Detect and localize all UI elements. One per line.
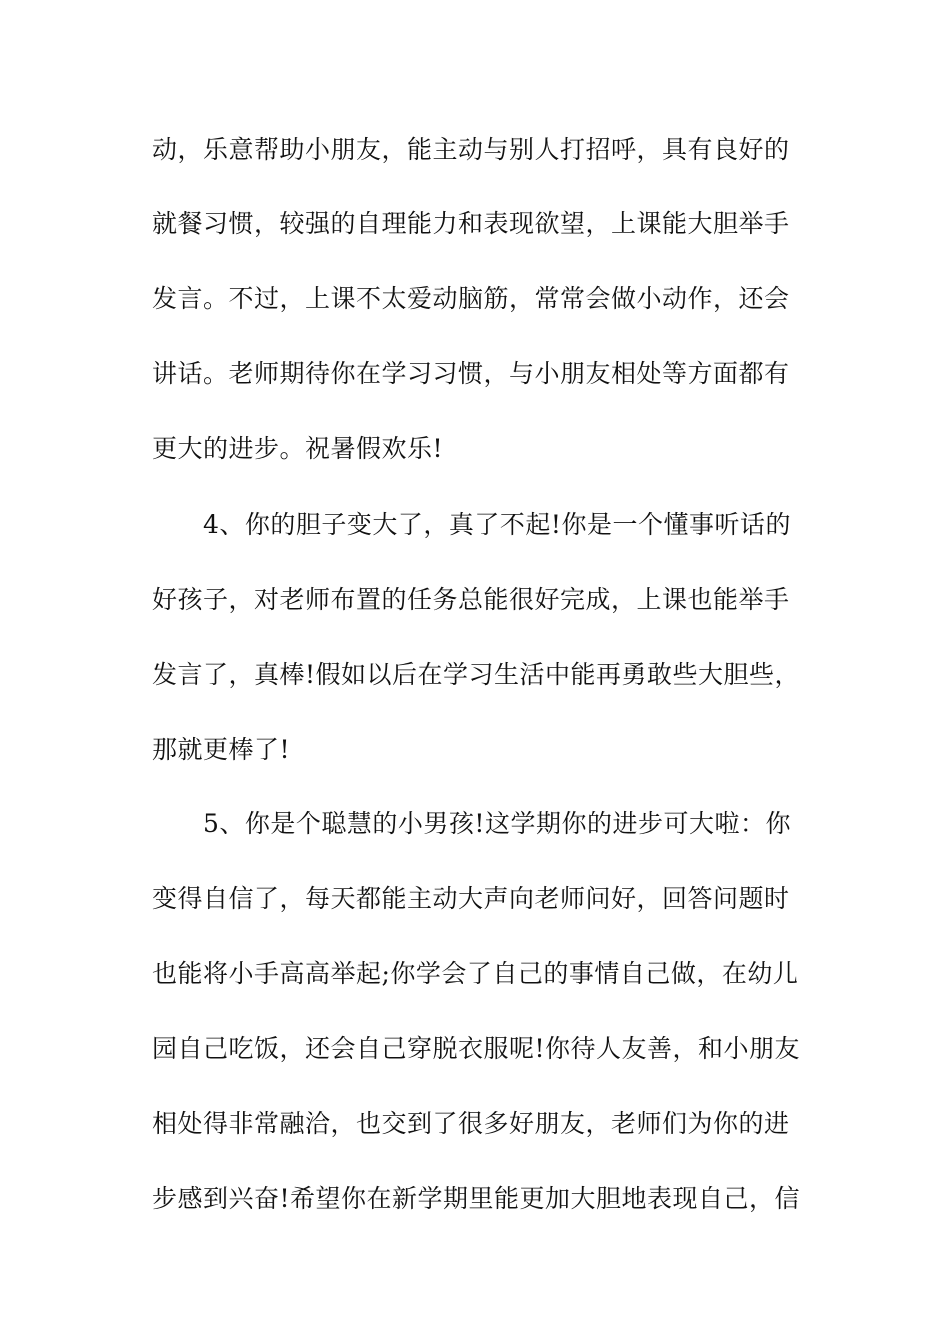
text-line: 变得自信了，每天都能主动大声向老师问好，回答问题时	[152, 884, 790, 913]
text-line: 发言。不过，上课不太爱动脑筋，常常会做小动作，还会	[152, 284, 790, 313]
text-line: 发言了，真棒!假如以后在学习生活中能再勇敢些大胆些，	[152, 660, 801, 689]
text-line: 就餐习惯，较强的自理能力和表现欲望，上课能大胆举手	[152, 209, 790, 238]
text-line: 园自己吃饭，还会自己穿脱衣服呢!你待人友善，和小朋友	[152, 1034, 801, 1063]
text-line: 那就更棒了!	[152, 735, 291, 764]
paragraph-start-line: 4、你的胆子变大了，真了不起!你是一个懂事听话的	[203, 510, 791, 539]
text-line: 讲话。老师期待你在学习习惯，与小朋友相处等方面都有	[152, 359, 790, 388]
text-line: 好孩子，对老师布置的任务总能很好完成，上课也能举手	[152, 585, 790, 614]
text-line: 动，乐意帮助小朋友，能主动与别人打招呼，具有良好的	[152, 135, 790, 164]
text-line: 步感到兴奋!希望你在新学期里能更加大胆地表现自己，信	[152, 1184, 801, 1213]
paragraph-start-line: 5、你是个聪慧的小男孩!这学期你的进步可大啦：你	[203, 809, 791, 838]
text-line: 相处得非常融洽，也交到了很多好朋友，老师们为你的进	[152, 1109, 790, 1138]
text-line: 更大的进步。祝暑假欢乐!	[152, 434, 444, 463]
text-line: 也能将小手高高举起;你学会了自己的事情自己做，在幼儿	[152, 959, 799, 988]
